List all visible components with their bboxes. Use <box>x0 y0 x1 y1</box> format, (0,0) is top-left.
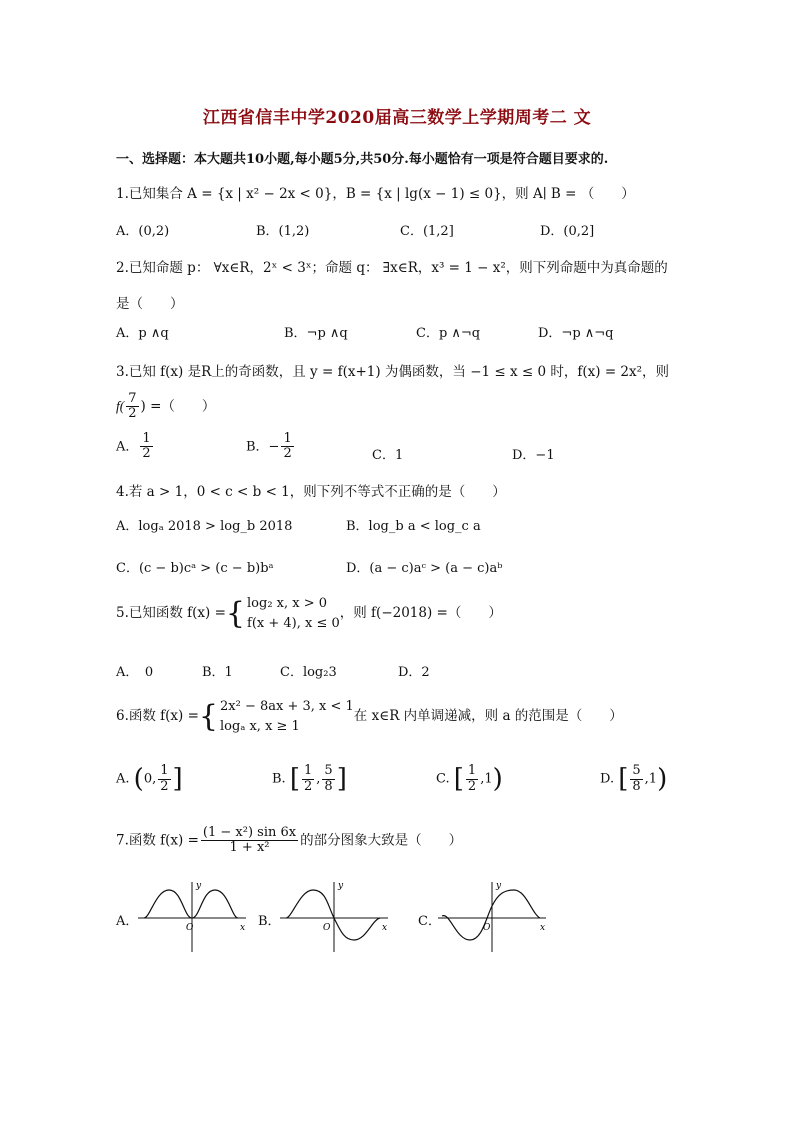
x-label: x <box>240 923 246 933</box>
page-title: 江西省信丰中学2020届高三数学上学期周考二 文 <box>202 108 592 128</box>
q3-option-b-frac <box>281 432 293 462</box>
q6-d-num: 5 <box>632 763 641 779</box>
q5-option-b: B．1 <box>202 665 233 680</box>
curve <box>286 890 380 940</box>
q7-num: (1 − x²) sin 6x <box>202 825 297 840</box>
q6-b-label: B. <box>272 771 286 787</box>
q7-frac <box>201 826 298 856</box>
q6-c-tail: ,1 <box>480 771 493 787</box>
q6-option-b: B. [ $\frac{1}{2}$ , $\frac{5}{8}$ ] <box>272 763 347 794</box>
q6-d-left-bracket: [ <box>618 764 629 794</box>
q6-a-right-bracket: ] <box>172 764 183 794</box>
q6-d-label: D. <box>600 771 615 787</box>
curve <box>442 890 540 940</box>
q6-b-right-bracket: ] <box>336 764 347 794</box>
x-label: x <box>540 923 546 933</box>
q6-brace: { <box>198 698 219 734</box>
q6-cases <box>220 697 354 736</box>
x-label: x <box>382 923 388 933</box>
q7-graph-a <box>136 876 252 954</box>
q3-option-c: C．1 <box>372 448 404 463</box>
q6-c-num: 1 <box>467 763 477 779</box>
question-6 <box>116 697 623 736</box>
q2-option-b: B．¬p ∧q <box>284 326 348 341</box>
q5-cases <box>247 594 340 633</box>
q6-b-num2: 5 <box>324 763 333 779</box>
q7-graph-c <box>436 876 552 954</box>
q3-f-close: ) =（ ） <box>140 398 216 415</box>
q7-prefix: 7.函数 f(x) = <box>116 832 199 849</box>
q2-option-c: C．p ∧¬q <box>416 326 481 341</box>
question-1: 1.已知集合 A = {x | x² − 2x < 0}，B = {x | lg(x − 1) ≤ 0}，则 A∣ B = （ ） <box>116 186 635 202</box>
q6-a-frac <box>158 764 170 794</box>
q1-option-a: A．(0,2) <box>116 224 170 239</box>
q6-case-1: 2x² − 8ax + 3, x < 1 <box>220 699 354 714</box>
q6-b-left-bracket: [ <box>289 764 300 794</box>
q6-d-frac <box>630 764 642 794</box>
q7-den: 1 + x² <box>229 840 270 856</box>
q5-prefix: 5.已知函数 f(x) = <box>116 605 226 621</box>
q7-graph-b <box>278 876 394 954</box>
q3-frac-den: 2 <box>128 406 137 422</box>
q3-option-a-frac <box>140 432 152 462</box>
q3-option-a <box>116 432 155 462</box>
q6-b-den1: 2 <box>303 778 313 794</box>
q7-option-a-label: A． <box>116 914 139 929</box>
q3-frac-num: 7 <box>128 391 137 406</box>
q6-b-den2: 8 <box>324 778 333 794</box>
q6-b-num1: 1 <box>303 763 313 779</box>
q3-f-open: f( <box>116 398 125 414</box>
question-2-line2: 是（ ） <box>116 296 184 312</box>
origin-label: O <box>323 923 331 933</box>
q6-b-frac2 <box>322 764 334 794</box>
q7-suffix: 的部分图象大致是（ ） <box>300 832 463 849</box>
origin-label: O <box>186 923 194 933</box>
q6-c-right-bracket: ) <box>492 764 503 794</box>
q5-case-1: log₂ x, x > 0 <box>247 596 328 611</box>
q4-option-d: D．(a − c)aᶜ > (a − c)aᵇ <box>346 561 503 576</box>
q6-prefix: 6.函数 f(x) = <box>116 708 199 724</box>
question-3-line2 <box>116 392 215 422</box>
q6-d-right-bracket: ) <box>657 764 668 794</box>
q5-brace: { <box>225 595 246 631</box>
q7-option-c-label: C． <box>418 914 441 929</box>
q3-a-num: 1 <box>142 431 151 446</box>
q1-option-c: C．(1,2] <box>400 224 454 239</box>
q3-b-den: 2 <box>283 446 292 462</box>
q6-option-d <box>600 764 667 794</box>
y-label: y <box>338 881 344 891</box>
q6-a-lead: 0, <box>143 771 157 787</box>
q4-option-b: B．log_b a < log_c a <box>346 519 481 534</box>
q2-option-a: A．p ∧q <box>116 326 169 341</box>
y-label: y <box>196 881 202 891</box>
q6-a-num: 1 <box>160 763 169 779</box>
q7-option-b-label: B． <box>258 914 281 929</box>
q3-b-num: 1 <box>283 431 292 446</box>
q3-a-den: 2 <box>142 446 151 462</box>
question-5 <box>116 594 502 633</box>
q6-case-2: logₐ x, x ≥ 1 <box>220 718 300 734</box>
q5-suffix: ，则 f(−2018) =（ ） <box>339 605 502 621</box>
q6-a-label: A. <box>116 771 130 787</box>
q6-b-frac1 <box>302 764 314 794</box>
question-2-line1: 2.已知命题 p： ∀x∈R，2ˣ < 3ˣ；命题 q： ∃x∈R，x³ = 1 − x²，则下列命题中为真命题的 <box>116 260 668 276</box>
q5-option-a: A． 0 <box>116 665 154 680</box>
q6-a-left-bracket: ( <box>133 764 144 794</box>
q6-d-den: 8 <box>632 778 641 794</box>
section-heading: 一、选择题：本大题共10小题,每小题5分,共50分.每小题恰有一项是符合题目要求的. <box>116 152 609 167</box>
q3-option-d: D．−1 <box>512 448 555 463</box>
q3-option-a-label: A． <box>116 439 139 455</box>
y-label: y <box>496 881 502 891</box>
question-3-line1: 3.已知 f(x) 是R上的奇函数，且 y = f(x+1) 为偶函数，当 −1 ≤ x ≤ 0 时，f(x) = 2x²，则 <box>116 364 670 380</box>
q4-option-a: A．logₐ 2018 > log_b 2018 <box>116 519 293 534</box>
q1-option-b: B．(1,2) <box>256 224 310 239</box>
question-4: 4.若 a > 1，0 < c < b < 1，则下列不等式不正确的是（ ） <box>116 484 506 500</box>
q6-d-tail: ,1 <box>644 771 658 787</box>
question-7 <box>116 826 462 856</box>
q5-option-d: D．2 <box>398 665 430 680</box>
q5-case-2: f(x + 4), x ≤ 0 <box>247 615 340 631</box>
q4-option-c: C．(c − b)cᵃ > (c − b)bᵃ <box>116 561 274 576</box>
q6-option-a <box>116 764 183 794</box>
q1-option-d: D．(0,2] <box>540 224 595 239</box>
q3-option-b <box>246 432 296 462</box>
q2-option-d: D．¬p ∧¬q <box>538 326 614 341</box>
q3-fraction <box>126 392 138 422</box>
q6-c-left-bracket: [ <box>453 764 464 794</box>
origin-label: O <box>483 923 491 933</box>
q6-c-frac <box>466 764 478 794</box>
q6-suffix: 在 x∈R 内单调递减，则 a 的范围是（ ） <box>353 708 623 724</box>
q5-option-c: C．log₂3 <box>280 665 337 680</box>
curve <box>144 890 238 918</box>
q6-c-label: C. <box>436 771 450 787</box>
q6-c-den: 2 <box>467 778 477 794</box>
q6-option-c <box>436 764 503 794</box>
q6-a-den: 2 <box>160 778 169 794</box>
q3-option-b-label: B．− <box>246 439 280 455</box>
